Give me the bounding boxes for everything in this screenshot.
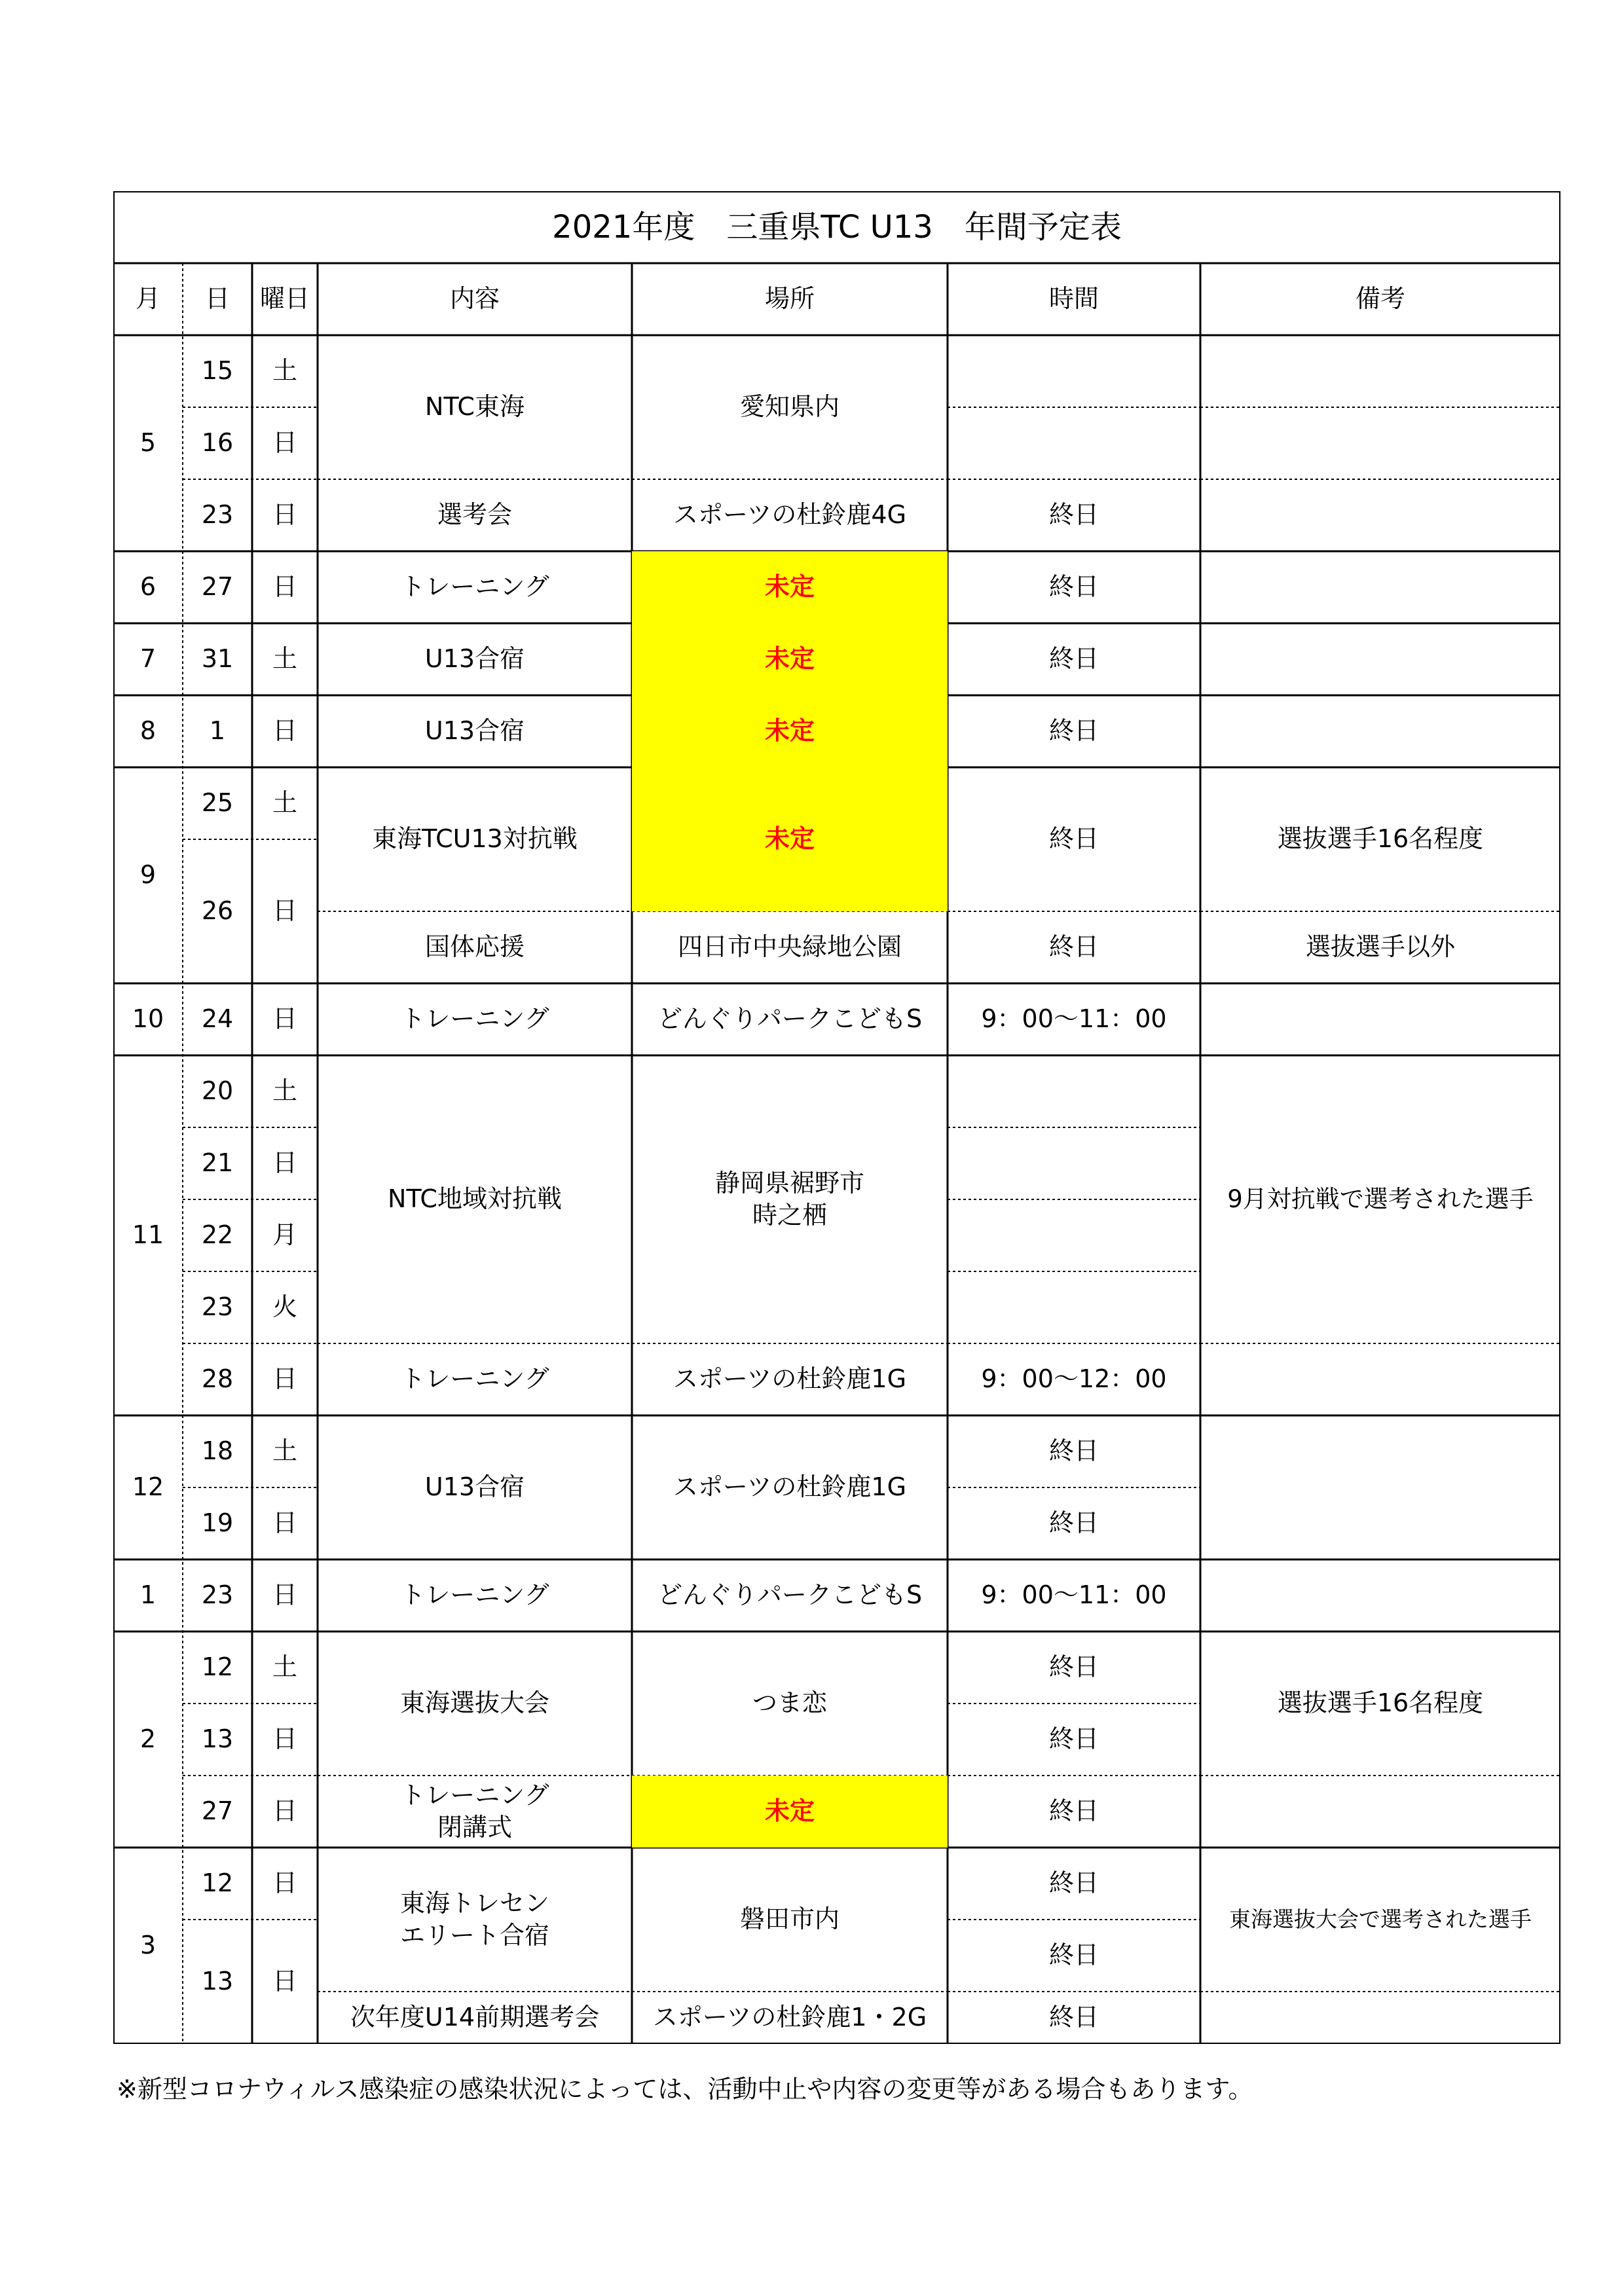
weekday-cell: 日	[272, 500, 297, 530]
day-cell: 31	[201, 644, 234, 674]
place-cell-tbd: 未定	[632, 695, 948, 767]
header-place: 場所	[764, 284, 815, 314]
weekday-cell: 日	[272, 428, 297, 458]
notes-cell	[1200, 479, 1560, 551]
content-cell: トレーニング	[400, 1004, 549, 1034]
weekday-cell: 土	[272, 1436, 297, 1466]
place-cell-tbd: 未定	[632, 767, 948, 911]
notes-cell	[1200, 1559, 1560, 1631]
day-cell: 23	[201, 500, 234, 530]
table-title: 2021年度 三重県TC U13 年間予定表	[552, 208, 1122, 246]
header-month: 月	[135, 284, 160, 314]
weekday-cell: 日	[272, 1508, 297, 1538]
time-cell: 終日	[1048, 500, 1099, 530]
time-cell: 終日	[1048, 1508, 1099, 1538]
day-cell: 22	[201, 1220, 234, 1250]
content-cell: NTC地域対抗戦	[388, 1184, 562, 1214]
weekday-cell: 月	[272, 1220, 297, 1250]
notes-cell: 9月対抗戦で選考された選手	[1227, 1184, 1534, 1213]
time-cell	[948, 407, 1200, 479]
place-cell: スポーツの杜鈴鹿4G	[673, 500, 907, 530]
place-cell-tbd: 未定	[632, 623, 948, 695]
time-cell: 9：00～11：00	[981, 1580, 1167, 1610]
place-cell: スポーツの杜鈴鹿1・2G	[652, 2003, 927, 2032]
weekday-cell: 日	[272, 716, 297, 746]
weekday-cell: 日	[272, 1724, 297, 1754]
place-cell-tbd: 未定	[632, 1776, 948, 1848]
footnote: ※新型コロナウィルス感染症の感染状況によっては、活動中止や内容の変更等がある場合もあります。	[117, 2075, 1253, 2104]
month-cell: 1	[139, 1580, 157, 1610]
time-cell: 終日	[1048, 1652, 1099, 1682]
day-cell: 27	[201, 572, 234, 602]
time-cell: 終日	[1048, 2003, 1099, 2032]
header-notes: 備考	[1355, 284, 1405, 314]
notes-cell	[1200, 623, 1560, 695]
header-content: 内容	[449, 284, 500, 314]
day-cell: 12	[201, 1868, 234, 1898]
month-cell: 12	[132, 1472, 164, 1502]
weekday-cell: 日	[272, 572, 297, 602]
day-cell: 20	[201, 1076, 234, 1106]
schedule-table	[113, 191, 1560, 2044]
content-cell: 東海TCU13対抗戦	[372, 824, 578, 854]
content-cell: 国体応援	[424, 932, 525, 962]
content-cell: U13合宿	[424, 644, 525, 674]
weekday-cell: 日	[272, 1364, 297, 1394]
header-weekday: 曜日	[259, 284, 310, 314]
place-cell: どんぐりパークこどもS	[657, 1004, 923, 1034]
time-cell: 終日	[1048, 1868, 1099, 1898]
notes-cell	[1200, 1415, 1560, 1559]
weekday-cell: 日	[272, 1148, 297, 1178]
weekday-cell: 日	[272, 1004, 297, 1034]
month-cell: 10	[132, 1004, 164, 1034]
time-cell: 終日	[1048, 716, 1099, 746]
content-cell: 東海選抜大会	[399, 1688, 549, 1718]
month-cell: 6	[139, 572, 157, 602]
time-cell: 終日	[1048, 932, 1099, 962]
day-cell: 21	[201, 1148, 234, 1178]
content-cell: トレーニング	[400, 1580, 549, 1610]
place-cell: どんぐりパークこどもS	[657, 1580, 923, 1610]
notes-cell: 選抜選手16名程度	[1277, 1688, 1484, 1718]
day-cell: 18	[201, 1436, 234, 1466]
weekday-cell: 土	[272, 644, 297, 674]
notes-cell	[1200, 551, 1560, 623]
time-cell: 終日	[1048, 644, 1099, 674]
notes-cell: 選抜選手16名程度	[1277, 824, 1484, 854]
day-cell: 19	[201, 1508, 234, 1538]
header-day: 日	[204, 284, 230, 314]
time-cell	[948, 335, 1200, 407]
day-cell: 27	[201, 1796, 234, 1826]
content-cell: トレーニング	[400, 1364, 549, 1394]
time-cell: 9：00～11：00	[981, 1004, 1167, 1034]
time-cell: 終日	[1048, 1796, 1099, 1826]
time-cell: 終日	[1048, 1436, 1099, 1466]
day-cell: 13	[201, 1967, 234, 1996]
day-cell: 24	[201, 1004, 234, 1034]
weekday-cell: 日	[272, 896, 297, 926]
time-cell: 終日	[1048, 824, 1099, 854]
weekday-cell: 日	[272, 1796, 297, 1826]
weekday-cell: 日	[272, 1580, 297, 1610]
time-cell	[948, 1199, 1200, 1271]
content-cell: トレーニング	[400, 572, 549, 602]
time-cell	[948, 1127, 1200, 1199]
day-cell: 12	[201, 1652, 234, 1682]
weekday-cell: 日	[272, 1868, 297, 1898]
day-cell: 28	[201, 1364, 234, 1394]
day-cell: 13	[201, 1724, 234, 1754]
time-cell: 終日	[1048, 572, 1099, 602]
header-time: 時間	[1048, 284, 1099, 314]
notes-cell: 東海選抜大会で選考された選手	[1229, 1906, 1532, 1932]
month-cell: 11	[132, 1220, 164, 1250]
weekday-cell: 土	[272, 788, 297, 818]
weekday-cell: 土	[272, 1652, 297, 1682]
time-cell	[948, 1055, 1200, 1127]
notes-cell	[1200, 983, 1560, 1055]
content-cell: 次年度U14前期選考会	[350, 2003, 600, 2032]
content-cell: トレーニング 閉講式	[400, 1780, 549, 1842]
month-cell: 9	[139, 860, 157, 890]
day-cell: 1	[209, 716, 226, 746]
place-cell: 四日市中央緑地公園	[677, 932, 902, 962]
time-cell	[948, 1271, 1200, 1343]
place-cell: 静岡県裾野市 時之栖	[714, 1168, 864, 1230]
place-cell: スポーツの杜鈴鹿1G	[673, 1472, 907, 1502]
day-cell: 16	[201, 428, 234, 458]
place-cell: スポーツの杜鈴鹿1G	[673, 1364, 907, 1394]
notes-cell	[1200, 335, 1560, 407]
day-cell: 23	[201, 1580, 234, 1610]
day-cell: 25	[201, 788, 234, 818]
content-cell: NTC東海	[425, 392, 525, 422]
place-cell: 愛知県内	[739, 392, 840, 422]
month-cell: 3	[139, 1931, 157, 1960]
time-cell: 終日	[1048, 1941, 1099, 1970]
weekday-cell: 日	[272, 1967, 297, 1996]
month-cell: 8	[139, 716, 157, 746]
day-cell: 23	[201, 1292, 234, 1322]
month-cell: 2	[139, 1724, 157, 1754]
content-cell: 東海トレセン エリート合宿	[399, 1888, 549, 1950]
month-cell: 5	[139, 428, 157, 458]
notes-cell	[1200, 1992, 1560, 2044]
weekday-cell: 土	[272, 356, 297, 386]
month-cell: 7	[139, 644, 157, 674]
content-cell: 選考会	[437, 500, 512, 530]
notes-cell	[1200, 1343, 1560, 1415]
weekday-cell: 火	[272, 1292, 297, 1322]
place-cell-tbd: 未定	[632, 551, 948, 623]
place-cell: 磐田市内	[739, 1904, 840, 1934]
place-cell: つま恋	[752, 1688, 827, 1718]
notes-cell	[1200, 407, 1560, 479]
notes-cell	[1200, 1776, 1560, 1848]
content-cell: U13合宿	[424, 1472, 525, 1502]
day-cell: 26	[201, 896, 234, 926]
time-cell: 終日	[1048, 1724, 1099, 1754]
notes-cell	[1200, 695, 1560, 767]
time-cell: 9：00～12：00	[981, 1364, 1167, 1394]
content-cell: U13合宿	[424, 716, 525, 746]
notes-cell: 選抜選手以外	[1305, 932, 1455, 962]
day-cell: 15	[201, 356, 234, 386]
weekday-cell: 土	[272, 1076, 297, 1106]
